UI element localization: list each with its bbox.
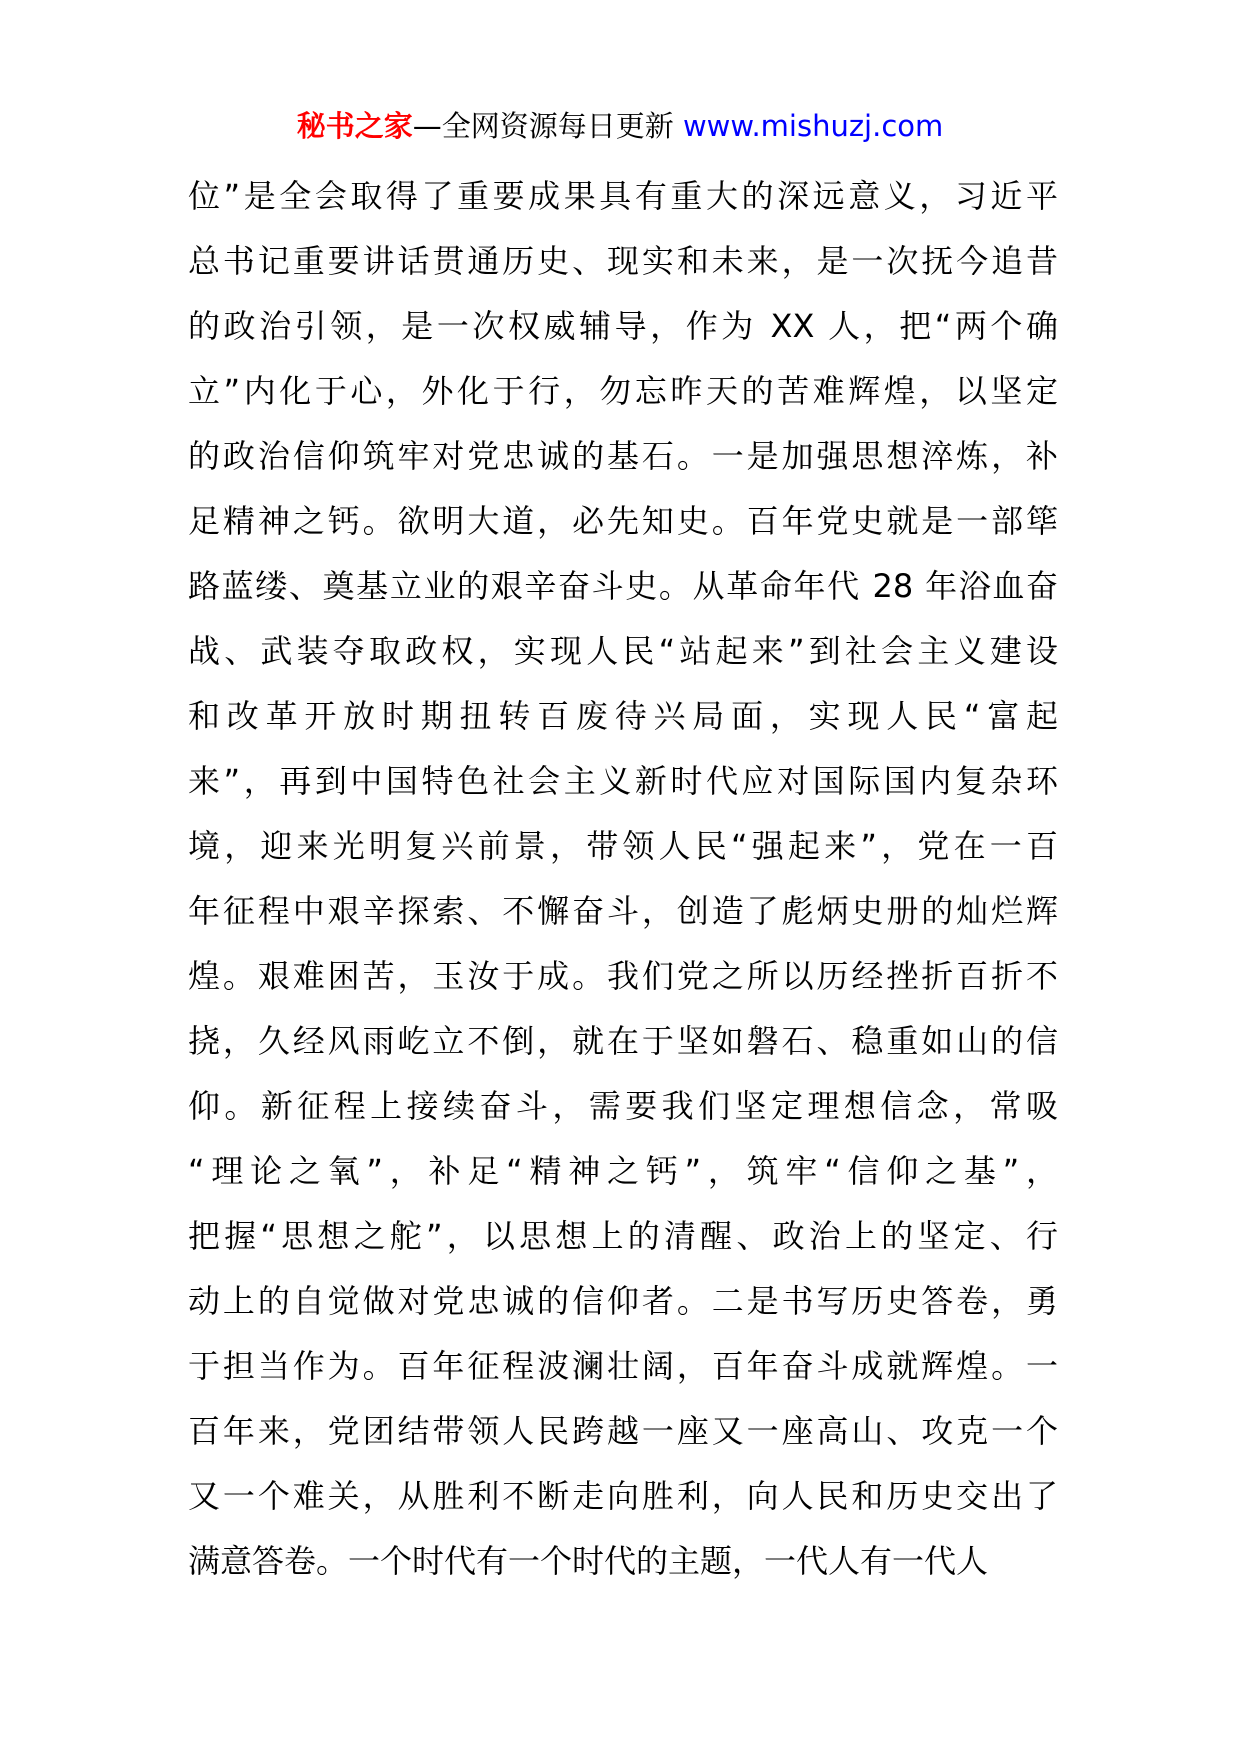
text-line: 年征程中艰辛探索、不懈奋斗，创造了彪炳史册的灿烂辉 [188,892,1058,930]
text-line: 来”，再到中国特色社会主义新时代应对国际国内复杂环 [188,762,1058,800]
text-line: 总书记重要讲话贯通历史、现实和未来，是一次抚今追昔 [188,242,1058,280]
document-body [188,164,1058,1594]
text-line: 把握“思想之舵”，以思想上的清醒、政治上的坚定、行 [188,1217,1058,1255]
text-line: 位”是全会取得了重要成果具有重大的深远意义，习近平 [188,177,1058,215]
text-line: 立”内化于心，外化于行，勿忘昨天的苦难辉煌，以坚定 [188,372,1058,410]
page-header [0,104,1240,148]
text-line: “理论之氧”，补足“精神之钙”，筑牢“信仰之基”， [188,1152,1058,1190]
text-line: 满意答卷。一个时代有一个时代的主题，一代人有一代人 [188,1542,989,1580]
text-line: 足精神之钙。欲明大道，必先知史。百年党史就是一部筚 [188,502,1058,540]
text-line: 挠，久经风雨屹立不倒，就在于坚如磐石、稳重如山的信 [188,1022,1058,1060]
text-line: 动上的自觉做对党忠诚的信仰者。二是书写历史答卷，勇 [188,1282,1058,1320]
site-url[interactable]: www.mishuzj.com [682,109,944,143]
site-brand: 秘书之家 [296,109,413,143]
text-line: 又一个难关，从胜利不断走向胜利，向人民和历史交出了 [188,1477,1058,1515]
site-tagline: —全网资源每日更新 [412,109,683,143]
text-line: 百年来，党团结带领人民跨越一座又一座高山、攻克一个 [188,1412,1058,1450]
text-line: 的政治引领，是一次权威辅导，作为 XX 人，把“两个确 [188,307,1058,345]
text-line: 煌。艰难困苦，玉汝于成。我们党之所以历经挫折百折不 [188,957,1058,995]
text-line: 于担当作为。百年征程波澜壮阔，百年奋斗成就辉煌。一 [188,1347,1058,1385]
text-line: 战、武装夺取政权，实现人民“站起来”到社会主义建设 [188,632,1058,670]
text-line: 和改革开放时期扭转百废待兴局面，实现人民“富起 [188,697,1058,735]
text-line: 仰。新征程上接续奋斗，需要我们坚定理想信念，常吸 [188,1087,1058,1125]
text-line: 的政治信仰筑牢对党忠诚的基石。一是加强思想淬炼，补 [188,437,1058,475]
text-line: 境，迎来光明复兴前景，带领人民“强起来”，党在一百 [188,827,1058,865]
text-line: 路蓝缕、奠基立业的艰辛奋斗史。从革命年代 28 年浴血奋 [188,567,1058,605]
